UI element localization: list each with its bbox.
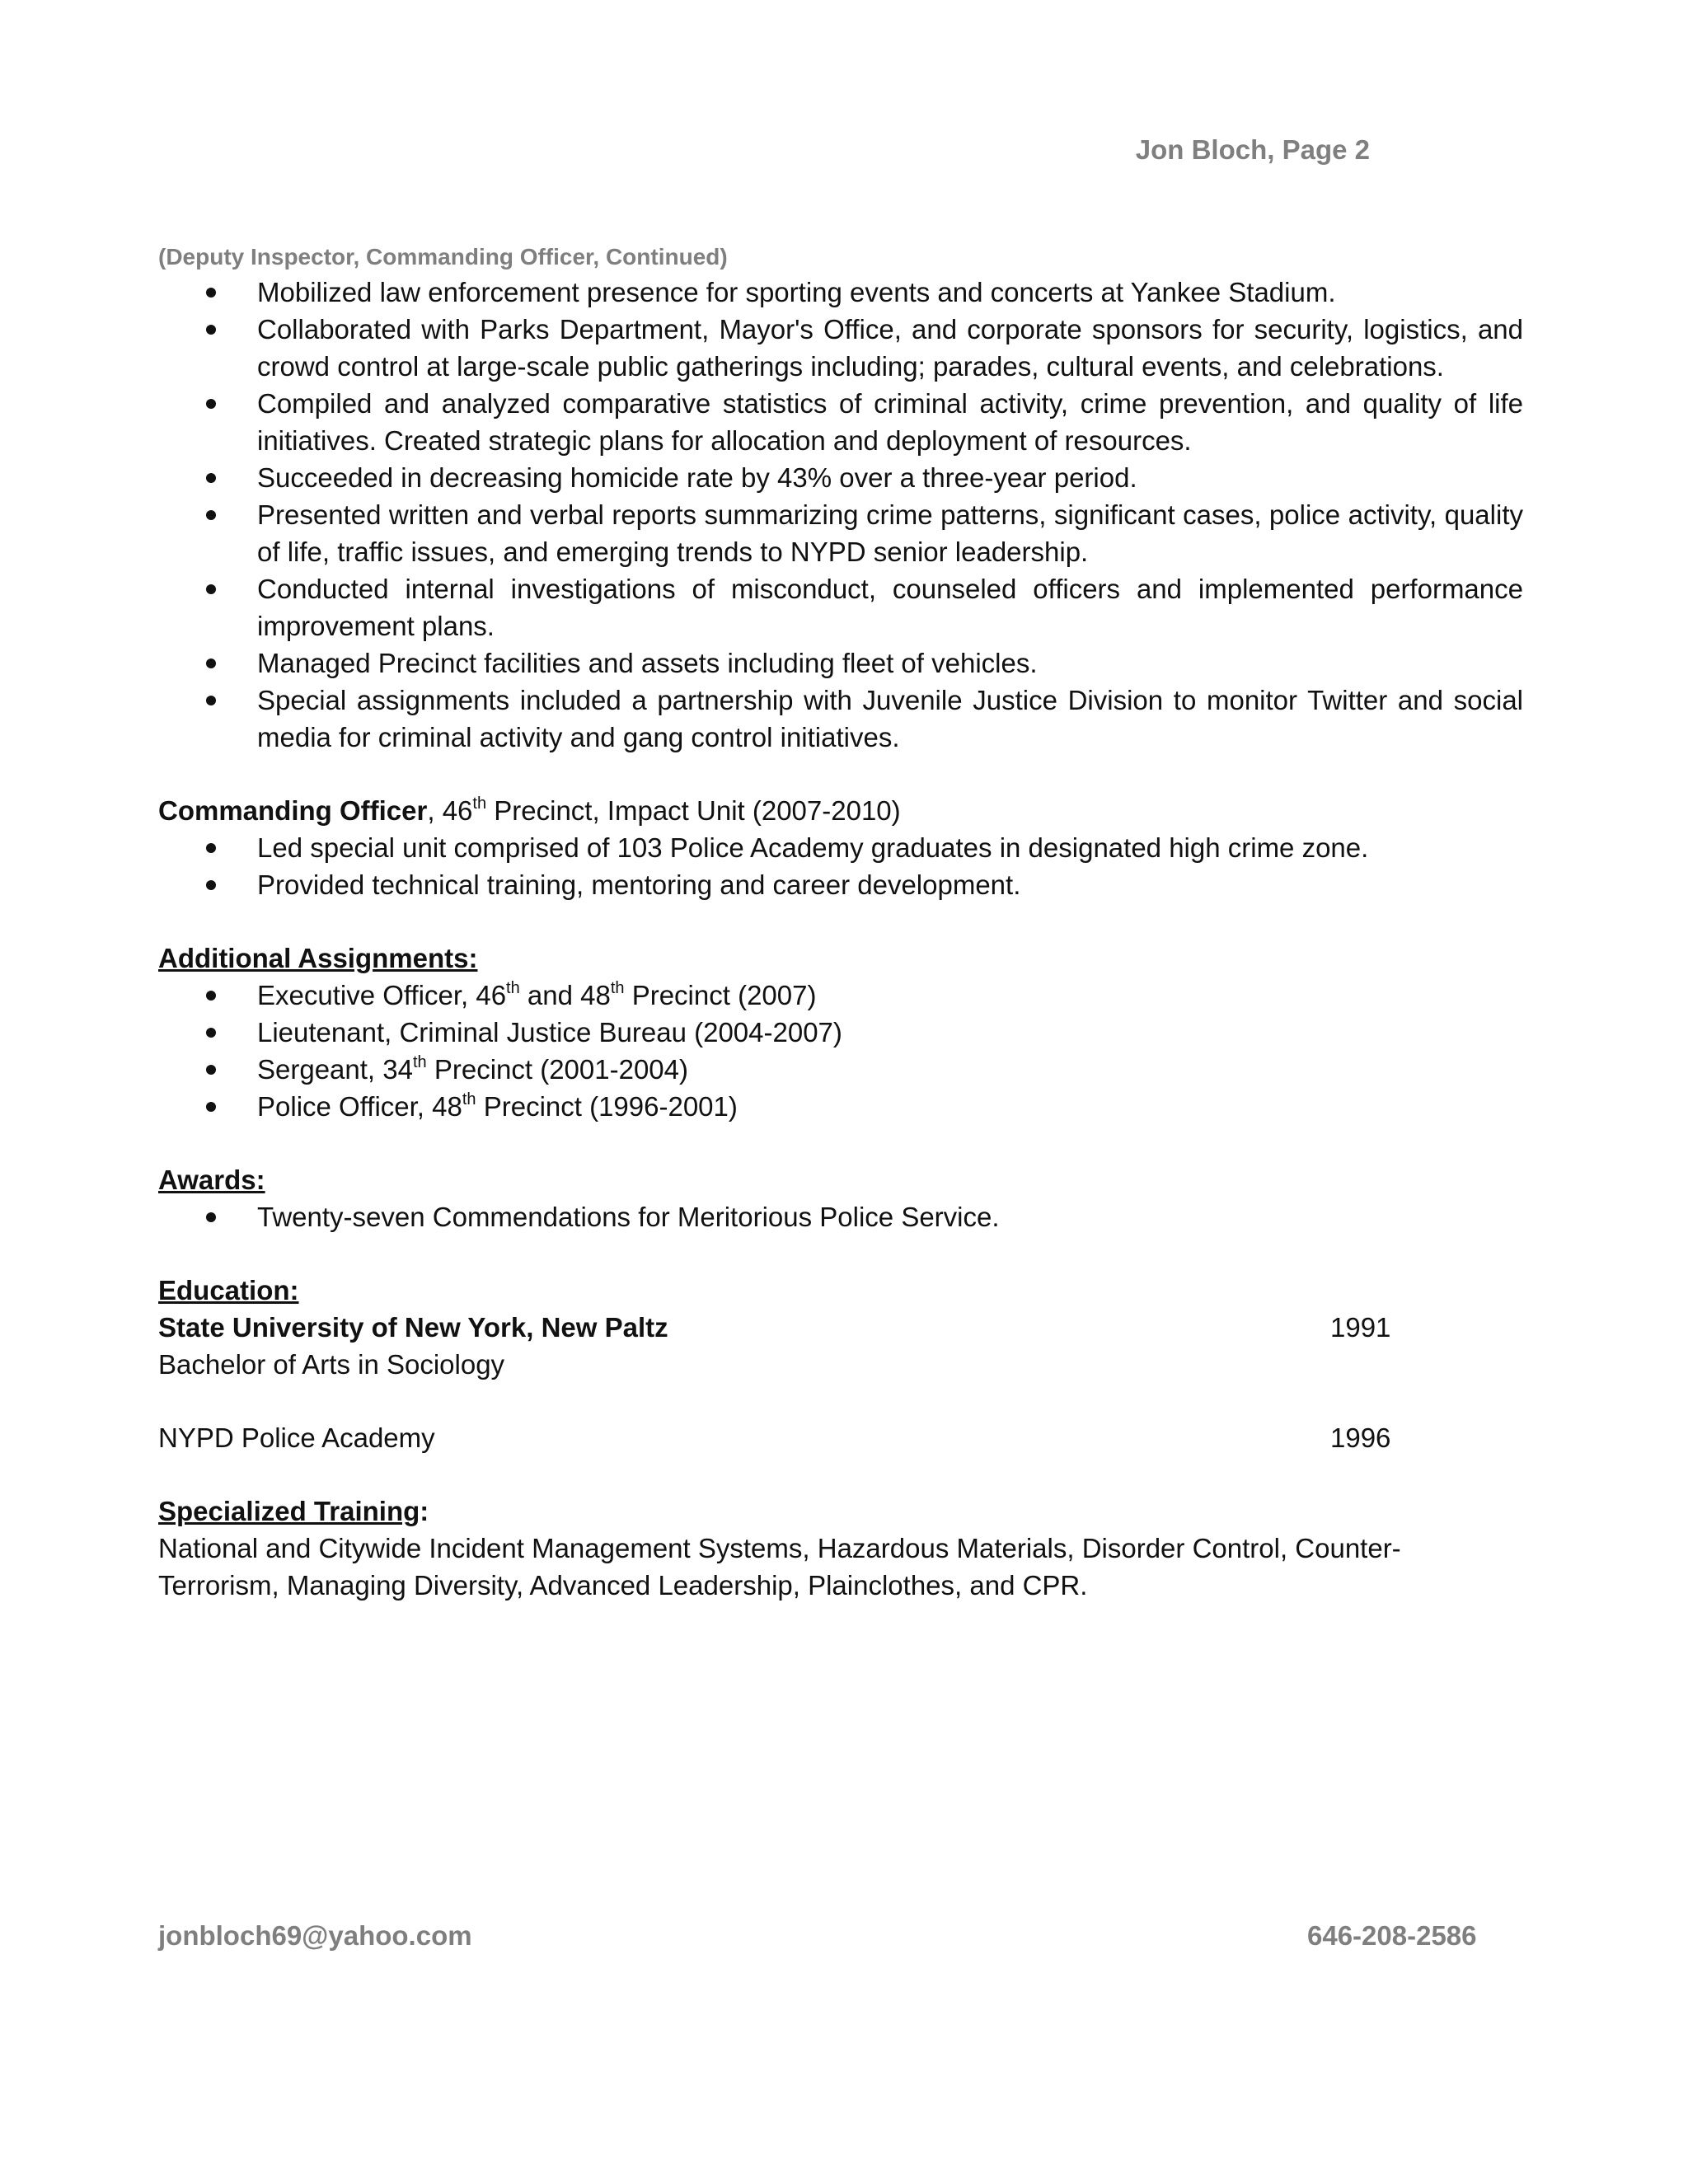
footer-phone: 646-208-2586	[1307, 1920, 1477, 1951]
list-item: Executive Officer, 46th and 48th Precinct (2007)	[158, 977, 1523, 1014]
bullet-icon	[206, 1212, 216, 1222]
continued-label: (Deputy Inspector, Commanding Officer, Continued)	[158, 244, 728, 269]
list-item: Presented written and verbal reports summarizing crime patterns, significant cases, police activity, quality of life, traffic issues, and emerging trends to NYPD senior leadership.	[158, 496, 1523, 570]
commanding-officer-line: Commanding Officer, 46th Precinct, Impact Unit (2007-2010)	[158, 794, 901, 826]
list-item: Managed Precinct facilities and assets including fleet of vehicles.	[158, 644, 1523, 682]
education-row	[158, 1309, 1523, 1346]
list-item: Lieutenant, Criminal Justice Bureau (2004-2007)	[158, 1014, 1523, 1051]
list-item: Led special unit comprised of 103 Police Academy graduates in designated high crime zone.	[158, 829, 1523, 866]
education-year: 1996	[1330, 1422, 1391, 1453]
education-year: 1991	[1330, 1312, 1391, 1343]
education-heading: Education:	[158, 1275, 299, 1305]
bullet-icon	[206, 473, 216, 483]
training-text: National and Citywide Incident Management Systems, Hazardous Materials, Disorder Control, Counter-Terrorism, Managing Diversity, Advanced Leadership, Plainclothes, and CPR.	[158, 1533, 1401, 1601]
list-item: Police Officer, 48th Precinct (1996-2001)	[158, 1088, 1523, 1125]
bullet-icon	[206, 880, 216, 890]
deputy-bullet-list	[158, 274, 1523, 756]
degree: Bachelor of Arts in Sociology	[158, 1349, 505, 1380]
additional-assignments-heading: Additional Assignments:	[158, 943, 478, 973]
list-item: Collaborated with Parks Department, Mayor's Office, and corporate sponsors for security, logistics, and crowd control at large-scale public gatherings including; parades, cultural events, and celebrations.	[158, 311, 1523, 385]
resume-content	[158, 241, 1523, 1604]
bullet-icon	[206, 1102, 216, 1112]
list-item: Mobilized law enforcement presence for sporting events and concerts at Yankee Stadium.	[158, 274, 1523, 311]
job-title: Commanding Officer	[158, 795, 428, 826]
additional-bullet-list	[158, 977, 1523, 1125]
awards-bullet-list	[158, 1198, 1523, 1235]
list-item: Conducted internal investigations of misconduct, counseled officers and implemented performance improvement plans.	[158, 570, 1523, 644]
bullet-icon	[206, 399, 216, 409]
training-heading-line: Specialized Training:	[158, 1496, 429, 1526]
bullet-icon	[206, 288, 216, 298]
bullet-icon	[206, 696, 216, 705]
list-item: Succeeded in decreasing homicide rate by 43% over a three-year period.	[158, 459, 1523, 496]
list-item: Sergeant, 34th Precinct (2001-2004)	[158, 1051, 1523, 1088]
awards-heading: Awards:	[158, 1165, 265, 1195]
training-heading: Specialized Training	[158, 1496, 420, 1526]
bullet-icon	[206, 1028, 216, 1038]
bullet-icon	[206, 658, 216, 668]
commanding-bullet-list	[158, 829, 1523, 903]
bullet-icon	[206, 843, 216, 853]
list-item: Twenty-seven Commendations for Meritorious Police Service.	[158, 1198, 1523, 1235]
bullet-icon	[206, 991, 216, 1001]
list-item: Compiled and analyzed comparative statistics of criminal activity, crime prevention, and quality of life initiatives. Created strategic plans for allocation and deployment of resources.	[158, 385, 1523, 459]
education-row	[158, 1419, 1523, 1456]
bullet-icon	[206, 584, 216, 594]
bullet-icon	[206, 1065, 216, 1075]
school-name: State University of New York, New Paltz	[158, 1312, 668, 1343]
bullet-icon	[206, 325, 216, 335]
bullet-icon	[206, 510, 216, 520]
page-header-name: Jon Bloch, Page 2	[1135, 134, 1370, 165]
list-item: Special assignments included a partnership with Juvenile Justice Division to monitor Twitter and social media for criminal activity and gang control initiatives.	[158, 682, 1523, 756]
list-item: Provided technical training, mentoring and career development.	[158, 866, 1523, 903]
school-name: NYPD Police Academy	[158, 1422, 435, 1453]
footer-email: jonbloch69@yahoo.com	[158, 1920, 472, 1951]
